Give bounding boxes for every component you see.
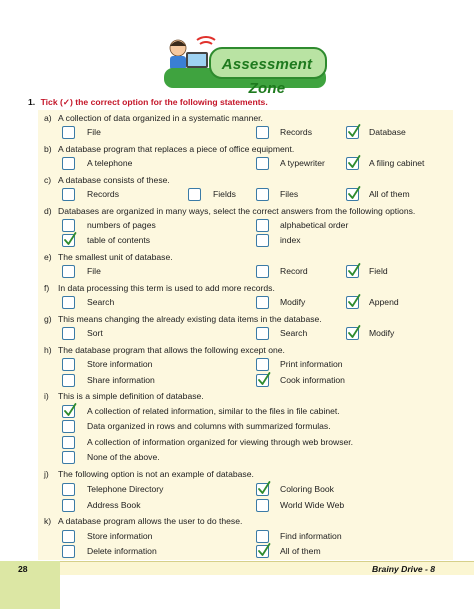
option-label: table of contents [87, 235, 151, 245]
option-label: A telephone [87, 158, 133, 168]
option-label: Store information [87, 531, 153, 541]
checkbox-i-web[interactable] [62, 436, 75, 449]
option-label: Delete information [87, 546, 157, 556]
option-label: Records [87, 189, 119, 199]
option-label: A collection of related information, similar to the files in file cabinet. [87, 406, 340, 416]
item-i: i) This is a simple definition of database. [44, 391, 204, 401]
question-instruction: Tick (✓) the correct option for the following statements. [40, 97, 268, 107]
question-number: 1. [28, 97, 36, 107]
page-number: 28 [18, 564, 28, 574]
checkbox-j-coloring-book[interactable] [256, 483, 269, 496]
assessment-zone-title: Assessment Zone [221, 56, 313, 97]
option-label: Field [369, 266, 388, 276]
option-label: Modify [280, 297, 306, 307]
checkbox-a-records[interactable] [256, 126, 269, 139]
checkbox-d-alphabetical[interactable] [256, 219, 269, 232]
check-icon [257, 481, 271, 495]
option-label: Share information [87, 375, 155, 385]
option-label: A typewriter [280, 158, 325, 168]
option-label: None of the above. [87, 452, 160, 462]
checkbox-d-pages[interactable] [62, 219, 75, 232]
checkbox-c-records[interactable] [62, 188, 75, 201]
item-b: b) A database program that replaces a piece of office equipment. [44, 144, 295, 154]
option-label: Address Book [87, 500, 141, 510]
option-label: Cook information [280, 375, 345, 385]
checkbox-h-cook[interactable] [256, 374, 269, 387]
item-h: h) The database program that allows the following except one. [44, 345, 285, 355]
check-icon [347, 263, 361, 277]
item-k: k) A database program allows the user to do these. [44, 516, 243, 526]
option-label: index [280, 235, 301, 245]
question-heading [28, 97, 268, 108]
option-label: Sort [87, 328, 103, 338]
checkbox-i-rows[interactable] [62, 420, 75, 433]
checkbox-c-fields[interactable] [188, 188, 201, 201]
checkbox-h-store[interactable] [62, 358, 75, 371]
checkbox-g-modify[interactable] [346, 327, 359, 340]
checkbox-h-share[interactable] [62, 374, 75, 387]
item-c: c) A database consists of these. [44, 175, 170, 185]
checkbox-a-file[interactable] [62, 126, 75, 139]
item-j: j) The following option is not an example of database. [44, 469, 254, 479]
check-icon [257, 372, 271, 386]
option-label: World Wide Web [280, 500, 345, 510]
option-label: File [87, 127, 101, 137]
option-label: Search [87, 297, 115, 307]
footer-left-strip [0, 561, 60, 609]
checkbox-j-address-book[interactable] [62, 499, 75, 512]
check-icon [63, 403, 77, 417]
item-d: d) Databases are organized in many ways, select the correct answers from the following options. [44, 206, 416, 216]
checkbox-d-toc[interactable] [62, 234, 75, 247]
checkbox-e-record[interactable] [256, 265, 269, 278]
checkbox-f-append[interactable] [346, 296, 359, 309]
option-label: Database [369, 127, 406, 137]
option-label: All of them [369, 189, 410, 199]
checkbox-g-search[interactable] [256, 327, 269, 340]
checkbox-k-find[interactable] [256, 530, 269, 543]
checkbox-k-all[interactable] [256, 545, 269, 558]
checkbox-c-all[interactable] [346, 188, 359, 201]
checkbox-e-file[interactable] [62, 265, 75, 278]
option-label: Files [280, 189, 299, 199]
option-label: File [87, 266, 101, 276]
checkbox-j-telephone-directory[interactable] [62, 483, 75, 496]
book-title: Brainy Drive - 8 [372, 564, 436, 574]
option-label: Store information [87, 359, 153, 369]
checkbox-b-filing-cabinet[interactable] [346, 157, 359, 170]
option-label: Print information [280, 359, 343, 369]
option-label: Fields [213, 189, 236, 199]
option-label: alphabetical order [280, 220, 349, 230]
checkbox-b-telephone[interactable] [62, 157, 75, 170]
option-label: Append [369, 297, 399, 307]
check-icon [257, 543, 271, 557]
checkbox-g-sort[interactable] [62, 327, 75, 340]
check-icon [63, 232, 77, 246]
checkbox-a-database[interactable] [346, 126, 359, 139]
item-a: a) A collection of data organized in a systematic manner. [44, 113, 263, 123]
checkbox-d-index[interactable] [256, 234, 269, 247]
option-label: A filing cabinet [369, 158, 425, 168]
checkbox-c-files[interactable] [256, 188, 269, 201]
option-label: Record [280, 266, 308, 276]
checkbox-k-store[interactable] [62, 530, 75, 543]
option-label: numbers of pages [87, 220, 156, 230]
item-f: f) In data processing this term is used to add more records. [44, 283, 275, 293]
check-icon [347, 294, 361, 308]
option-label: Coloring Book [280, 484, 334, 494]
checkbox-k-delete[interactable] [62, 545, 75, 558]
checkbox-e-field[interactable] [346, 265, 359, 278]
option-label: Find information [280, 531, 342, 541]
footer-divider [0, 561, 474, 562]
checkbox-i-none[interactable] [62, 451, 75, 464]
option-label: A collection of information organized for viewing through web browser. [87, 437, 354, 447]
option-label: Data organized in rows and columns with summarized formulas. [87, 421, 331, 431]
item-e: e) The smallest unit of database. [44, 252, 173, 262]
check-icon [347, 155, 361, 169]
checkbox-b-typewriter[interactable] [256, 157, 269, 170]
option-label: Search [280, 328, 308, 338]
option-label: Modify [369, 328, 395, 338]
option-label: All of them [280, 546, 321, 556]
checkbox-h-print[interactable] [256, 358, 269, 371]
checkbox-f-search[interactable] [62, 296, 75, 309]
option-label: Records [280, 127, 312, 137]
checkbox-i-related[interactable] [62, 405, 75, 418]
option-label: Telephone Directory [87, 484, 164, 494]
check-icon [347, 124, 361, 138]
check-icon [347, 325, 361, 339]
checkbox-j-www[interactable] [256, 499, 269, 512]
check-icon [347, 186, 361, 200]
item-g: g) This means changing the already existing data items in the database. [44, 314, 322, 324]
checkbox-f-modify[interactable] [256, 296, 269, 309]
